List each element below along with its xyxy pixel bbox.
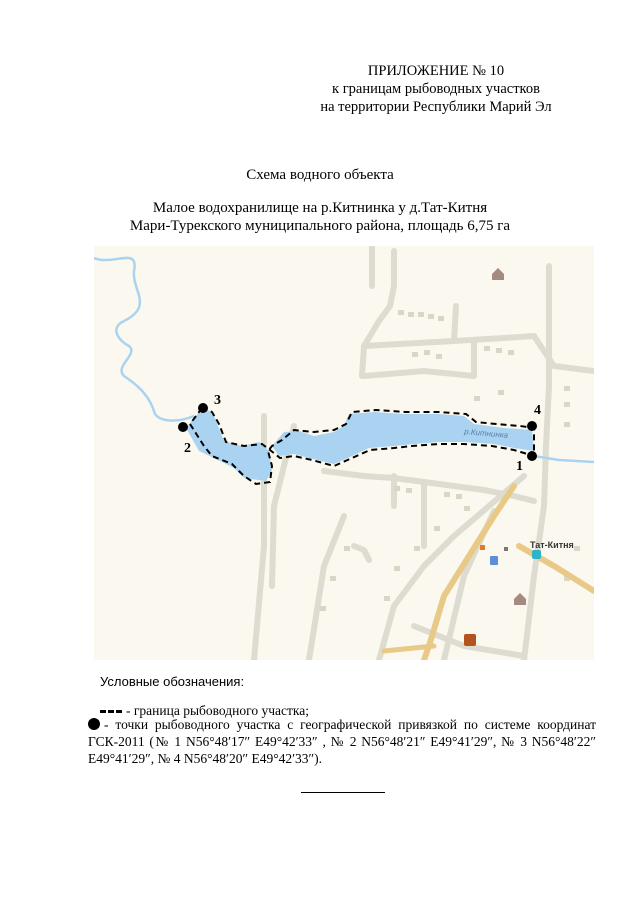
subtitle-line-2: Мари-Турекского муниципального района, площадь 6,75 га [129, 218, 511, 234]
river-label: р.Китнинка [463, 427, 509, 440]
village-label: Тат-Китня [530, 540, 574, 550]
legend-boundary-text: - граница рыбоводного участка; [126, 703, 309, 718]
document-subtitle [0, 199, 640, 235]
document-title: Схема водного объекта [246, 167, 394, 183]
point-4-label: 4 [534, 403, 541, 418]
buildings [320, 310, 580, 611]
point-3-label: 3 [214, 393, 221, 408]
point-4-marker[interactable] [527, 421, 537, 431]
appendix-line-2: к границам рыбоводных участков [332, 81, 540, 97]
appendix-header [276, 62, 596, 116]
monument-icon[interactable] [514, 593, 526, 605]
poi-orange-icon[interactable] [480, 545, 485, 550]
reservoir-water [186, 406, 534, 481]
water-body-map[interactable] [94, 246, 594, 660]
point-1-label: 1 [516, 459, 523, 474]
legend-points-text: - точки рыбоводного участка с географической привязкой по системе координат ГСК-2011 (№ 1 N56°48′17″ E49°42′33″ , № 2 N56°48′21″ E49°41′29″, № 3 N56°48′22″ E49°41′29″, № 4 N56°48′20″ E49°42′33″). [88, 717, 596, 766]
point-1-marker[interactable] [527, 451, 537, 461]
shop-icon[interactable] [490, 556, 498, 565]
appendix-number: ПРИЛОЖЕНИЕ № 10 [367, 63, 505, 79]
subtitle-line-1: Малое водохранилище на р.Китнинка у д.Тат-Китня [152, 200, 488, 216]
appendix-line-3: на территории Республики Марий Эл [320, 99, 552, 115]
map-canvas [94, 246, 594, 660]
legend-points [88, 716, 596, 767]
river-upstream [94, 258, 194, 421]
point-2-marker[interactable] [178, 422, 188, 432]
separator-line [301, 792, 385, 793]
gas-station-icon[interactable] [532, 550, 541, 559]
point-3-marker[interactable] [198, 403, 208, 413]
point-symbol-icon [88, 718, 100, 730]
poi-gray-icon[interactable] [504, 547, 508, 551]
point-2-label: 2 [184, 441, 191, 456]
church-icon[interactable] [492, 268, 504, 280]
school-icon[interactable] [464, 634, 476, 646]
dashed-line-symbol [100, 710, 122, 713]
legend-title: Условные обозначения: [100, 674, 245, 689]
